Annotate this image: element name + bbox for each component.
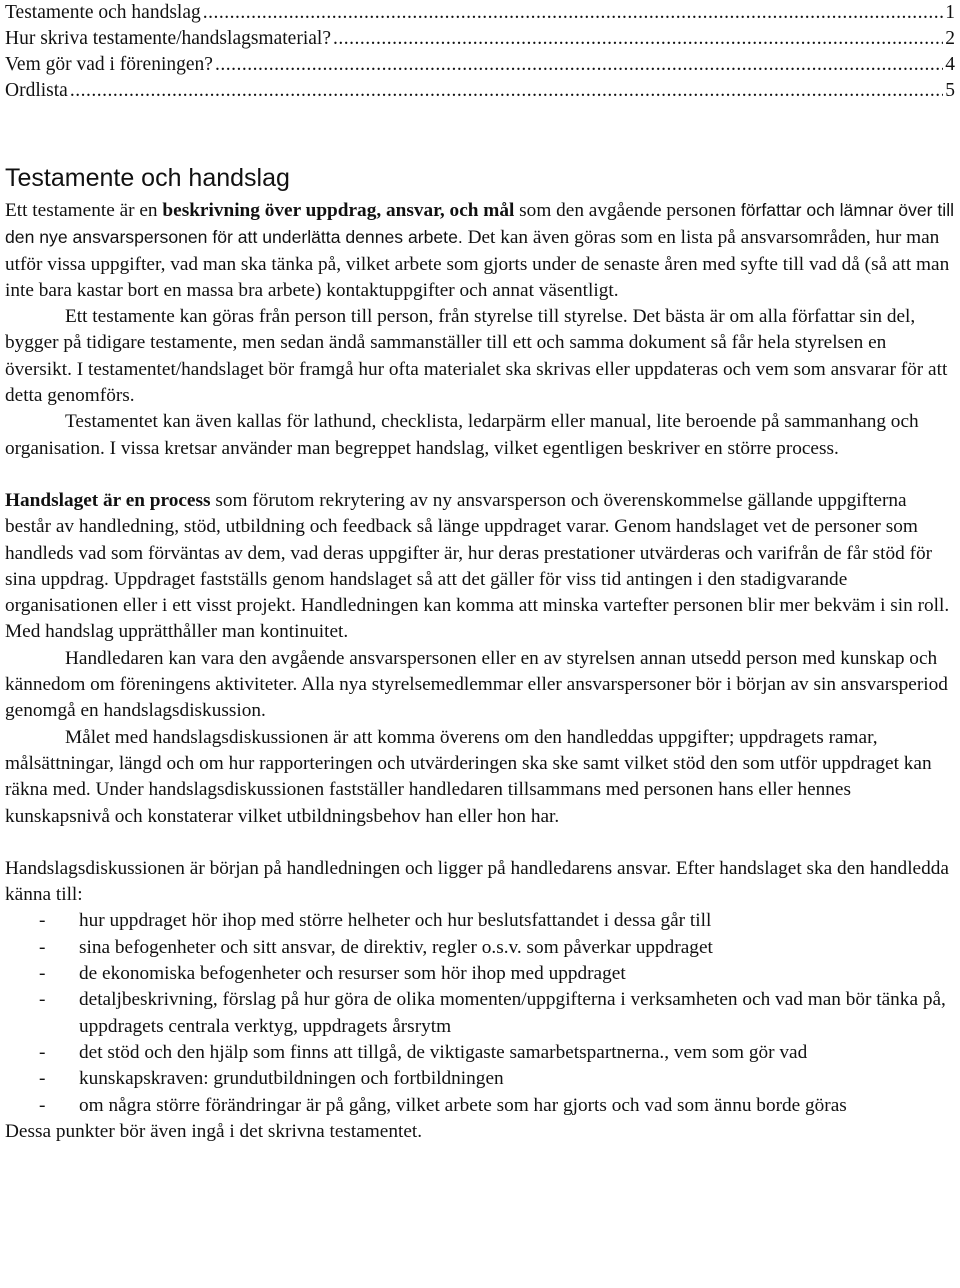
- toc-entry[interactable]: [5, 52, 955, 78]
- list-dash: -: [39, 910, 46, 932]
- list-item: [5, 961, 955, 987]
- toc-entry-label: Vem gör vad i föreningen?: [5, 54, 213, 75]
- toc-entry-label: Ordlista: [5, 80, 68, 101]
- toc-entry[interactable]: [5, 26, 955, 52]
- intro-text: som den avgående personen: [514, 200, 737, 221]
- intro-text: Ett testamente är en: [5, 200, 163, 221]
- list-item: [5, 908, 955, 934]
- body-paragraph: Målet med handslagsdiskussionen är att komma överens om den handleddas uppgifter; uppdragets ramar, målsättningar, längd och om hur rapporteringen och utvärderingen ska ske samt vilket stöd den som utför uppdraget kan räkna med. Under handslagsdiskussionen fastställer handledaren tillsammans med personen hans eller hennes kunskapsnivå och konstaterar vilket utbildningsbehov han eller hon har.: [5, 726, 932, 827]
- list-item: [5, 1066, 955, 1092]
- intro-sans-text: författar och lämnar över till den nye ansvarspersonen för att underlätta dennes arbete.: [5, 200, 955, 248]
- list-item-text: detaljbeskrivning, förslag på hur göra de olika momenten/uppgifterna i verksamheten och vad man bör tänka på, uppdragets centrala verktyg, uppdragets årsrytm: [79, 989, 946, 1037]
- list-dash: -: [39, 1041, 46, 1063]
- list-dash: -: [39, 936, 46, 958]
- intro-paragraph: [5, 197, 955, 304]
- list-item: [5, 935, 955, 961]
- toc-entry[interactable]: [5, 0, 955, 26]
- list-item-text: om några större förändringar är på gång, vilket arbete som har gjorts och vad som ännu borde göras: [79, 1094, 847, 1116]
- body-paragraph: Handledaren kan vara den avgående ansvarspersonen eller en av styrelsen annan utsedd person med kunskap och kännedom om föreningens aktiviteter. Alla nya styrelsemedlemmar eller ansvarspersoner bör i början av sin ansvarsperiod genomgå en handslagsdiskussion.: [5, 647, 948, 722]
- toc-entry-page: 5: [945, 80, 955, 101]
- handslag-text: som förutom rekrytering av ny ansvarsperson och överenskommelse gällande uppgifterna består av handledning, stöd, utbildning och feedback så länge uppdraget varar. Genom handslaget vet de personer som handleds vad som förväntas av dem, vad deras uppgifter är, hur deras prestationer utvärderas och varifrån de får stöd för sina uppdrag. Uppdraget fastställs genom handslaget så att det gäller för viss tid antingen i den stadigvarande organisationen eller i ett visst projekt. Handledningen kan komma att minska vartefter personen blir mer bekväm i sin roll. Med handslag upprätthåller man kontinuitet.: [5, 489, 950, 643]
- list-dash: -: [39, 963, 46, 985]
- handslag-bold-text: Handslaget är en process: [5, 489, 211, 511]
- list-dash: -: [39, 989, 46, 1011]
- list-item-text: de ekonomiska befogenheter och resurser som hör ihop med uppdraget: [79, 963, 626, 985]
- table-of-contents: [5, 0, 955, 104]
- list-item: [5, 987, 955, 1040]
- toc-dot-leader: [215, 52, 943, 78]
- section-heading: Testamente och handslag: [5, 164, 290, 192]
- closing-paragraph: Dessa punkter bör även ingå i det skrivna testamentet.: [5, 1120, 423, 1142]
- list-item-text: sina befogenheter och sitt ansvar, de direktiv, regler o.s.v. som påverkar uppdraget: [79, 936, 713, 958]
- toc-entry-page: 2: [945, 28, 955, 49]
- list-dash: -: [39, 1068, 46, 1090]
- list-item-text: det stöd och den hjälp som finns att tillgå, de viktigaste samarbetspartnerna., vem som gör vad: [79, 1041, 808, 1063]
- list-item-text: kunskapskraven: grundutbildningen och fortbildningen: [79, 1068, 504, 1090]
- toc-entry-page: 1: [945, 2, 955, 23]
- document-page: [5, 0, 955, 1145]
- handslag-paragraph: [5, 488, 955, 646]
- list-item-text: hur uppdraget hör ihop med större helheter och hur beslutsfattandet i dessa går till: [79, 910, 712, 932]
- body-paragraph: Ett testamente kan göras från person till person, från styrelse till styrelse. Det bästa är om alla författar sin del, bygger på tidigare testamente, men sedan ändå sammanställer till ett och samma dokument så får hela styrelsen en översikt. I testamentet/handslaget bör framgå hur ofta materialet ska skrivas eller uppdateras och vem som ansvarar för att detta genomförs.: [5, 306, 948, 407]
- toc-dot-leader: [203, 0, 944, 26]
- list-item: [5, 1040, 955, 1066]
- toc-entry[interactable]: [5, 78, 955, 104]
- list-intro-paragraph: Handslagsdiskussionen är början på handledningen och ligger på handledarens ansvar. Efter handslaget ska den handledda känna till:: [5, 857, 949, 906]
- list-item: [5, 1093, 955, 1119]
- intro-text: Det kan även göras som en lista på ansvarsområden, hur man utför vissa uppgifter, vad man ska tänka på, vilket arbete som gjorts under de senaste åren med syfte till vad då (så att man inte bara kastar bort en massa bra arbete) kontaktuppgifter och annat väsentligt.: [5, 227, 950, 301]
- intro-bold-text: beskrivning över uppdrag, ansvar, och mål: [162, 200, 515, 221]
- toc-entry-label: Testamente och handslag: [5, 2, 201, 23]
- list-dash: -: [39, 1094, 46, 1116]
- requirements-list: [5, 908, 955, 1118]
- toc-dot-leader: [70, 78, 943, 104]
- toc-entry-label: Hur skriva testamente/handslagsmaterial?: [5, 28, 331, 49]
- toc-dot-leader: [333, 26, 943, 52]
- toc-entry-page: 4: [945, 54, 955, 75]
- body-paragraph: Testamentet kan även kallas för lathund, checklista, ledarpärm eller manual, lite beroende på sammanhang och organisation. I vissa kretsar använder man begreppet handslag, vilket egentligen beskriver en större process.: [5, 411, 919, 459]
